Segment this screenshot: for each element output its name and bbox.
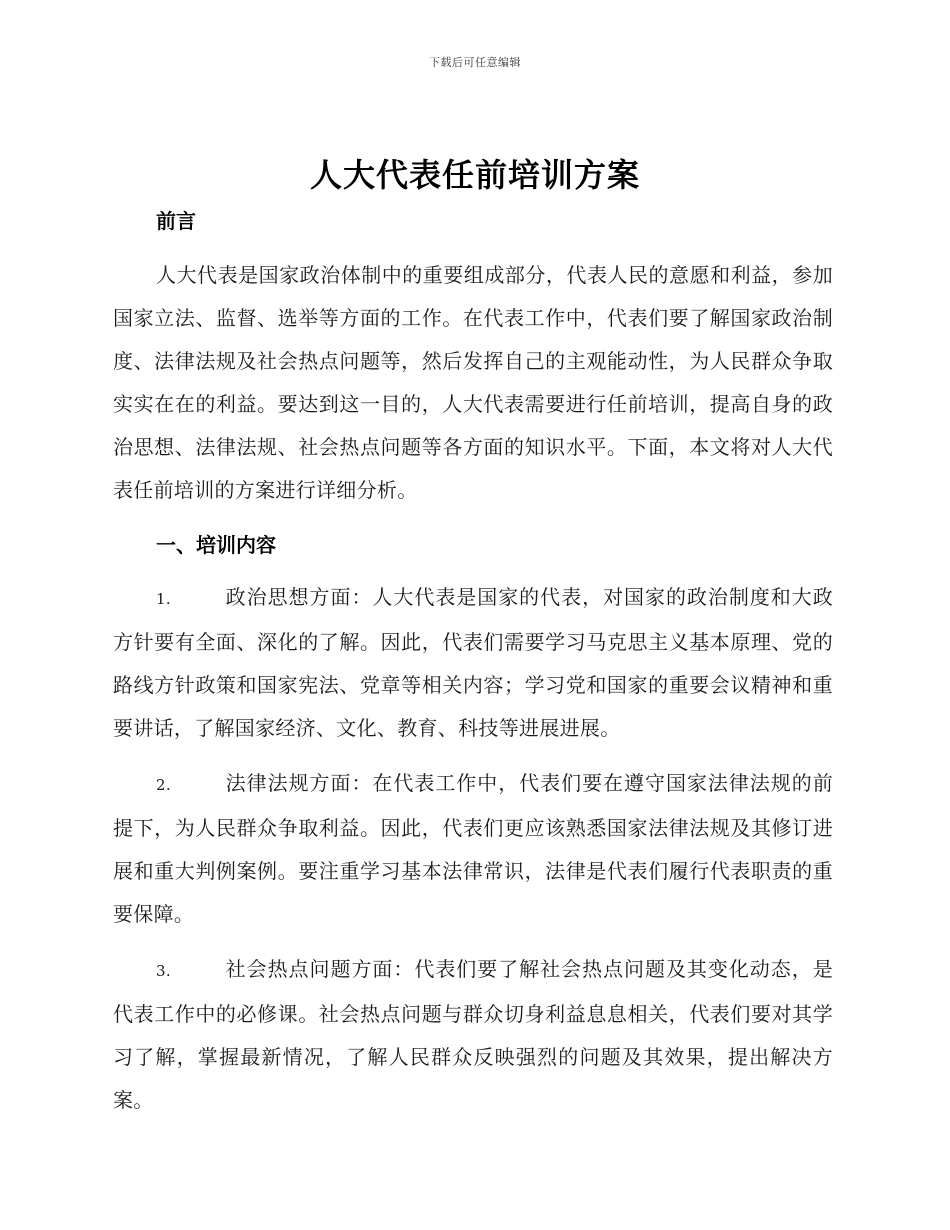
document-title: 人大代表任前培训方案 [309,156,640,194]
list-item-text: 社会热点问题方面：代表们要了解社会热点问题及其变化动态，是代表工作中的必修课。社会热点问题与群众切身利益息息相关，代表们要对其学习了解，掌握最新情况，了解人民群众反映强烈的问题及其效果，提出解决方案。 [113,957,833,1112]
list-item [113,762,833,936]
page-header: 下载后可任意编辑 [429,56,521,69]
list-item-number: 3. [156,962,171,980]
list-item-number: 1. [156,590,171,608]
preface-heading: 前言 [156,209,196,233]
document-body [113,200,833,1134]
list-item [113,576,833,750]
list-item-text: 法律法规方面：在代表工作中，代表们要在遵守国家法律法规的前提下，为人民群众争取利益。因此，代表们更应该熟悉国家法律法规及其修订进展和重大判例案例。要注重学习基本法律常识，法律是代表们履行代表职责的重要保障。 [113,771,833,926]
list-item-number: 2. [156,776,171,794]
section-heading-training-content: 一、培训内容 [156,533,276,557]
preface-paragraph: 人大代表是国家政治体制中的重要组成部分，代表人民的意愿和利益，参加国家立法、监督、选举等方面的工作。在代表工作中，代表们要了解国家政治制度、法律法规及社会热点问题等，然后发挥自己的主观能动性，为人民群众争取实实在在的利益。要达到这一目的，人大代表需要进行任前培训，提高自身的政治思想、法律法规、社会热点问题等各方面的知识水平。下面，本文将对人大代表任前培训的方案进行详细分析。 [113,263,833,502]
list-item-text: 政治思想方面：人大代表是国家的代表，对国家的政治制度和大政方针要有全面、深化的了解。因此，代表们需要学习马克思主义基本原理、党的路线方针政策和国家宪法、党章等相关内容；学习党和国家的重要会议精神和重要讲话，了解国家经济、文化、教育、科技等进展进展。 [113,585,833,740]
list-item [113,948,833,1122]
